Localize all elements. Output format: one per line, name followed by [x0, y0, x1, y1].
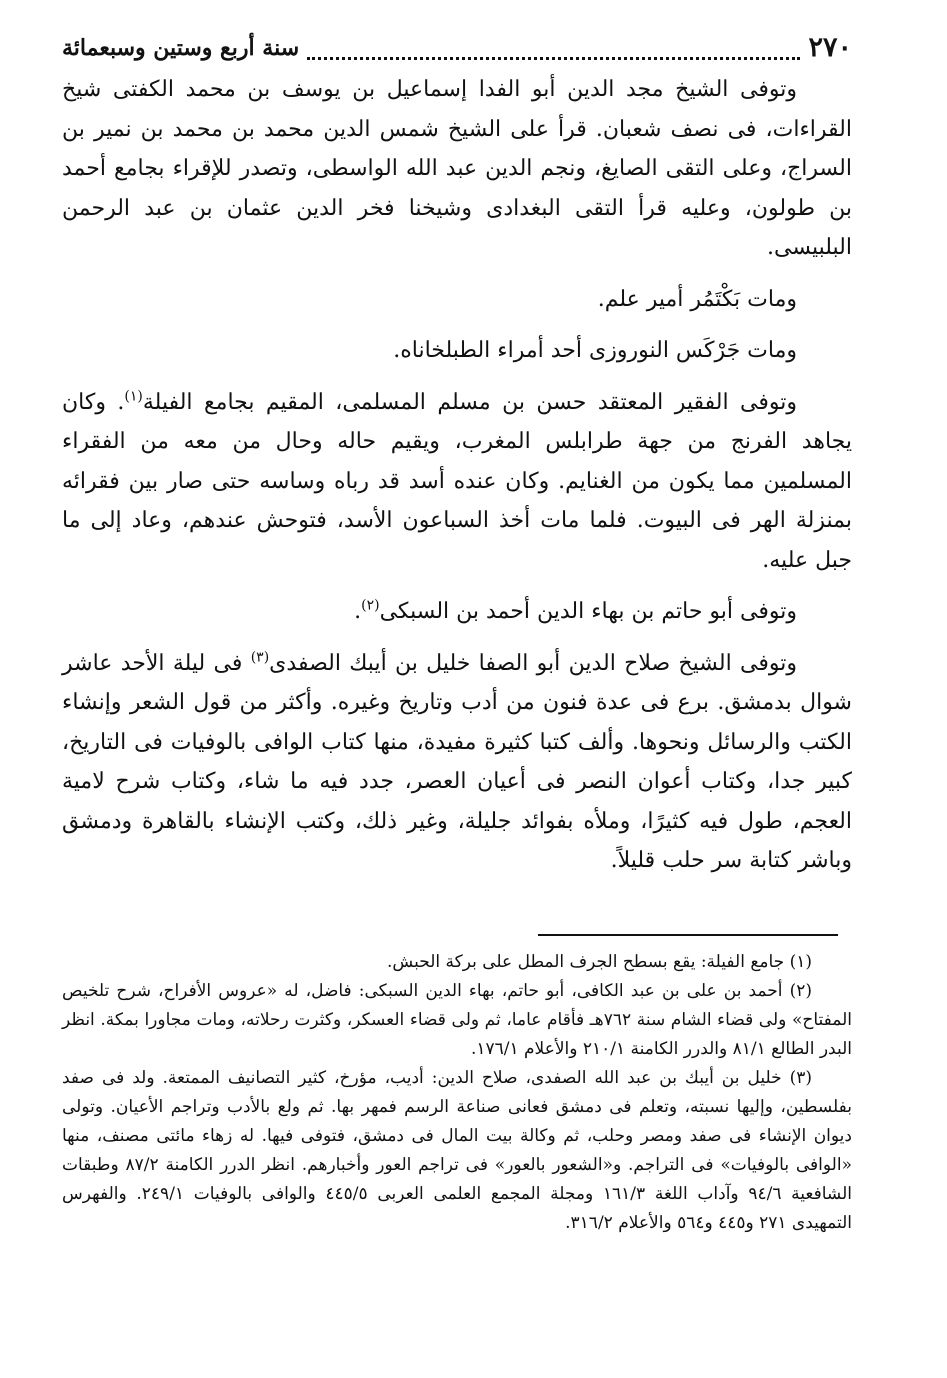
- paragraph-text: .: [354, 599, 362, 624]
- paragraph-text: وتوفى الشيخ صلاح الدين أبو الصفا خليل بن أيبك الصفدى: [269, 650, 797, 676]
- header-dotted-leader: [307, 31, 800, 60]
- paragraph-safadi: [62, 644, 852, 881]
- footnote-2: (٢) أحمد بن على بن عبد الكافى، أبو حاتم، بهاء الدين السبكى: فاضل، له «عروس الأفراح، شرح تلخيص المفتاح» ولى قضاء الشام سنة ٧٦٢هـ فأقام عاما، ثم ولى قضاء العسكر، وكثرت رحلاته، ومات مجاورا بمكة. انظر البدر الطالع ٨١/١ والدرر الكامنة ٢١٠/١ والأعلام ١٧٦/١.: [62, 981, 852, 1059]
- paragraph-text: فى ليلة الأحد عاشر شوال بدمشق. برع فى عدة فنون من أدب وتاريخ وغيره. وأكثر من قول الشعر وإنشاء الكتب والرسائل ونحوها. وألف كتبا كثيرة مفيدة، منها كتاب الوافى بالوفيات فى التاريخ، كبير جدا، وكتاب أعوان النصر فى أعيان العصر، جدد فيه ما شاء، وكتاب شرح لامية العجم، طول فيه كثيرًا، وملأه بفوائد جليلة، وغير ذلك، وكتب الإنشاء بالقاهرة ودمشق وباشر كتابة سر حلب قليلاً.: [62, 650, 852, 873]
- paragraph-abu-hatim: [62, 592, 852, 632]
- footnote-ref-2: (٢): [361, 597, 380, 614]
- footnotes: [62, 948, 852, 1238]
- paragraph-baktamur: ومات بَكْتَمُر أمير علم.: [597, 286, 797, 312]
- paragraph-jarkas: ومات جَرْكَس النوروزى أحد أمراء الطبلخاناه.: [393, 338, 797, 363]
- footnote-1: (١) جامع الفيلة: يقع بسطح الجرف المطل على بركة الحبش.: [387, 952, 812, 972]
- footnote-ref-1: (١): [124, 388, 143, 405]
- footnote-ref-3: (٣): [250, 649, 270, 666]
- header-title: سنة أربع وستين وسبعمائة: [62, 35, 300, 61]
- running-header: [62, 28, 852, 64]
- footnote-3: (٣) خليل بن أيبك بن عبد الله الصفدى، صلاح الدين: أديب، مؤرخ، كثير التصانيف الممتعة. ولد فى صفد بفلسطين، وإليها نسبته، وتعلم فى دمشق فعانى صناعة الرسم فمهر بها. ثم ولع بالأدب وتراجم الأعيان. وتولى ديوان الإنشاء فى صفد ومصر وحلب، ثم وكالة بيت المال فى دمشق، فتوفى فيها. له زهاء مائتى مصنف، منها «الوافى بالوفيات» فى التراجم. و«الشعور بالعور» فى تراجم العور وأخبارهم. انظر الدرر الكامنة ٨٧/٢ وطبقات الشافعية ٩٤/٦ وآداب اللغة ١٦١/٣ ومجلة المجمع العلمى العربى ٤٤٥/٥ والوافى بالوفيات ٢٤٩/١. والفهرس التمهيدى ٢٧١ و٤٤٥ و٥٦٤ والأعلام ٣١٦/٢.: [62, 1068, 852, 1233]
- main-text: [62, 70, 852, 893]
- page-number: ٢٧٠: [808, 32, 852, 63]
- paragraph-text: وتوفى أبو حاتم بن بهاء الدين أحمد بن السبكى: [379, 599, 797, 624]
- paragraph-text: . وكان يجاهد الفرنج من جهة طرابلس المغرب، ويقيم حاله وحال من معه من الفقراء المسلمين مما يكون من الغنايم. وكان عنده أسد قد رباه وساسه حتى صار بين فقرائه بمنزلة الهر فى البيوت. فلما مات أخذ السباعون الأسد، فتوحش عندهم، وعاد إلى ما جبل عليه.: [62, 389, 852, 573]
- paragraph-text: وتوفى الفقير المعتقد حسن بن مسلم المسلمى، المقيم بجامع الفيلة: [142, 389, 797, 415]
- paragraph-kafti: وتوفى الشيخ مجد الدين أبو الفدا إسماعيل بن يوسف بن محمد الكفتى شيخ القراءات، فى نصف شعبان. قرأ على الشيخ شمس الدين محمد بن محمد بن نمير بن السراج، وعلى التقى الصايغ، ونجم الدين عبد الله الواسطى، وتصدر للإقراء بجامع أحمد بن طولون، وعليه قرأ التقى البغدادى وشيخنا فخر الدين عثمان بن عبد الرحمن البلبيسى.: [62, 77, 852, 260]
- footnote-separator: [538, 934, 838, 936]
- paragraph-hasan-muslimi: [62, 383, 852, 581]
